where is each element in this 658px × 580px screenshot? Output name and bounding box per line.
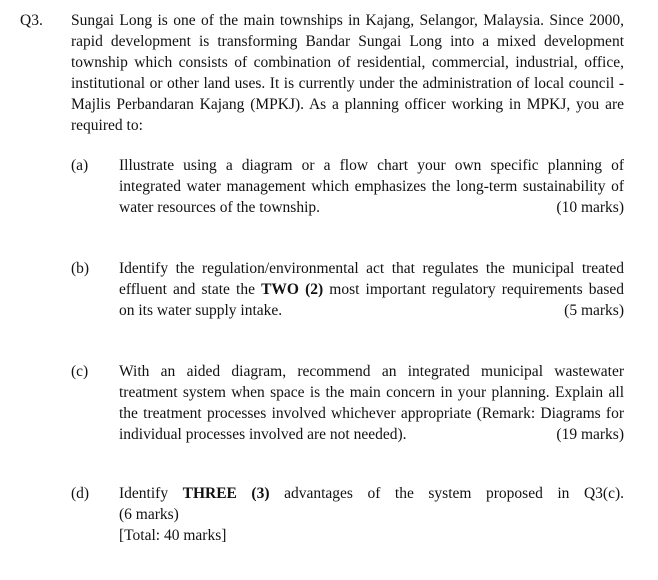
part-b-last-line bbox=[119, 300, 624, 321]
part-b-last-text: on its water supply intake. bbox=[119, 302, 283, 319]
question-number: Q3. bbox=[20, 12, 43, 29]
part-d-text-after: advantages of the system proposed in Q3(c). bbox=[284, 485, 624, 502]
part-d-text-before: Identify bbox=[119, 485, 169, 502]
part-a-label: (a) bbox=[71, 157, 89, 174]
part-a-marks: (10 marks) bbox=[556, 199, 624, 216]
question-intro: Sungai Long is one of the main townships in Kajang, Selangor, Malaysia. Since 2000, rapid development is transforming Bandar Sungai Long into a mixed development township which consists of combination of residential, commercial, industrial, office, institutional or other land uses. It is currently under the administration of local council - Majlis Perbandaran Kajang (MPKJ). As a planning officer working in MPKJ, you are required to: bbox=[71, 12, 624, 134]
part-a-last-text: water resources of the township. bbox=[119, 199, 321, 216]
part-c-marks: (19 marks) bbox=[556, 426, 624, 443]
part-d-label: (d) bbox=[71, 485, 90, 502]
part-d-bold: THREE (3) bbox=[182, 485, 270, 502]
total-marks: [Total: 40 marks] bbox=[119, 527, 227, 544]
part-c-last-line bbox=[119, 424, 624, 445]
part-b-body bbox=[119, 258, 624, 321]
part-c-body bbox=[119, 361, 624, 445]
part-a-body bbox=[119, 155, 624, 218]
part-c-label: (c) bbox=[71, 363, 89, 380]
part-b-text-after: most important regulatory requirements based bbox=[329, 281, 625, 298]
part-b-bold: TWO (2) bbox=[261, 281, 324, 298]
part-b-label: (b) bbox=[71, 260, 90, 277]
part-a-text: Illustrate using a diagram or a flow chart your own specific planning of integrated water management which emphasizes the long-term sustainability of bbox=[119, 157, 624, 195]
part-c-text: With an aided diagram, recommend an integrated municipal wastewater treatment system when space is the main concern in your planning. Explain all the treatment processes involved whichever appropriate (Remark: Diagrams for bbox=[119, 363, 624, 422]
part-c-last-text: individual processes involved are not needed). bbox=[119, 426, 407, 443]
part-b-text-before: Identify the regulation/environmental act that regulates the municipal treated effluent and state the bbox=[119, 260, 624, 298]
part-b-marks: (5 marks) bbox=[564, 302, 624, 319]
part-d-marks: (6 marks) bbox=[119, 506, 179, 523]
part-a-last-line bbox=[119, 197, 624, 218]
part-b-text bbox=[119, 258, 624, 300]
part-d-body bbox=[119, 483, 624, 546]
part-d-text bbox=[119, 483, 624, 504]
